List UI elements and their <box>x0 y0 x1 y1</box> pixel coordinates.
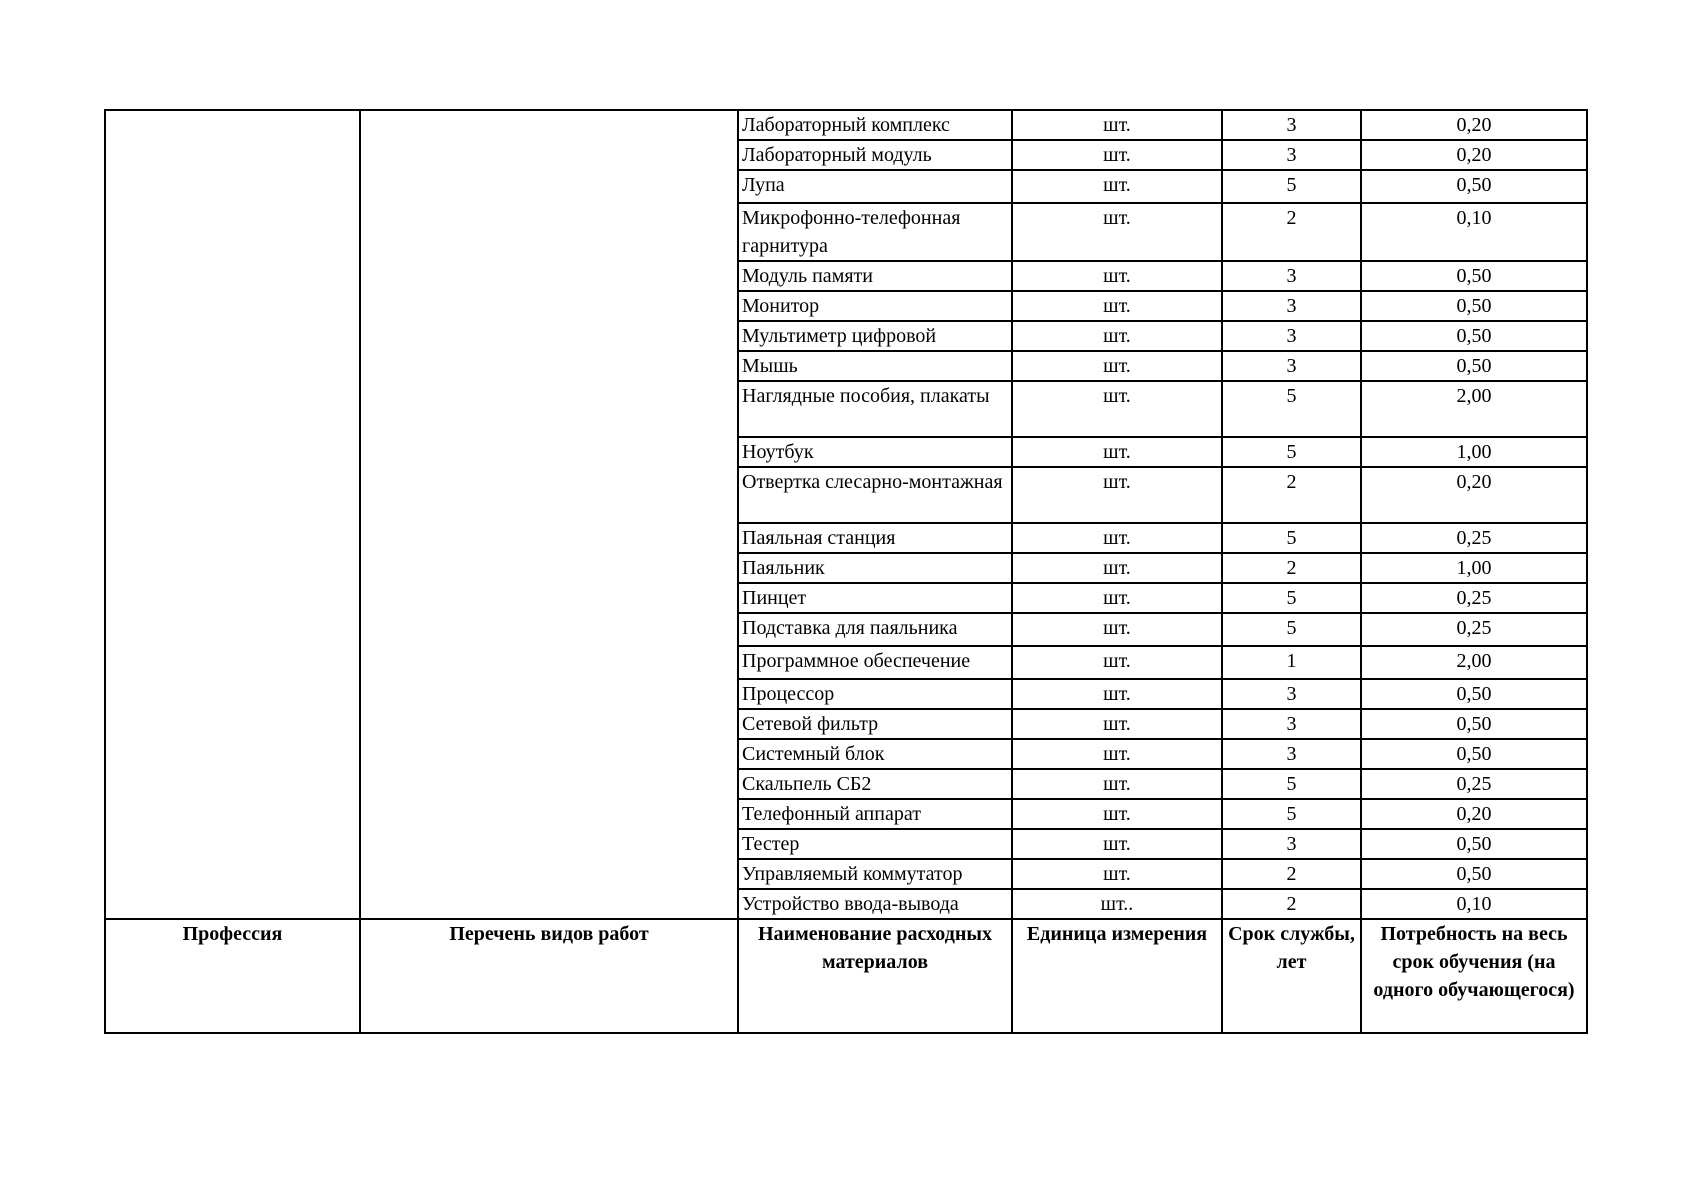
service-life-cell: 2 <box>1222 467 1361 523</box>
service-life-cell: 2 <box>1222 553 1361 583</box>
unit-cell: шт. <box>1012 467 1222 523</box>
need-cell: 0,25 <box>1361 613 1587 646</box>
material-name-cell: Программное обеспечение <box>738 646 1012 679</box>
need-cell: 1,00 <box>1361 437 1587 467</box>
material-name-cell: Управляемый коммутатор <box>738 859 1012 889</box>
need-cell: 0,50 <box>1361 859 1587 889</box>
material-name-cell: Процессор <box>738 679 1012 709</box>
unit-cell: шт. <box>1012 799 1222 829</box>
service-life-cell: 2 <box>1222 889 1361 919</box>
need-cell: 2,00 <box>1361 646 1587 679</box>
need-cell: 0,50 <box>1361 321 1587 351</box>
need-cell: 0,50 <box>1361 261 1587 291</box>
service-life-cell: 3 <box>1222 261 1361 291</box>
unit-cell: шт. <box>1012 170 1222 203</box>
need-cell: 0,50 <box>1361 679 1587 709</box>
need-cell: 0,50 <box>1361 291 1587 321</box>
unit-cell: шт. <box>1012 381 1222 437</box>
service-life-cell: 3 <box>1222 321 1361 351</box>
service-life-cell: 5 <box>1222 583 1361 613</box>
unit-cell: шт. <box>1012 769 1222 799</box>
service-life-cell: 3 <box>1222 140 1361 170</box>
material-name-cell: Паяльная станция <box>738 523 1012 553</box>
material-name-cell: Модуль памяти <box>738 261 1012 291</box>
material-name-cell: Паяльник <box>738 553 1012 583</box>
service-life-cell: 3 <box>1222 351 1361 381</box>
service-life-cell: 3 <box>1222 679 1361 709</box>
table-row <box>105 110 1587 140</box>
unit-cell: шт. <box>1012 739 1222 769</box>
need-cell: 0,20 <box>1361 110 1587 140</box>
service-life-cell: 5 <box>1222 437 1361 467</box>
unit-cell: шт. <box>1012 859 1222 889</box>
need-cell: 0,25 <box>1361 769 1587 799</box>
header-profession: Профессия <box>105 919 360 1033</box>
service-life-cell: 3 <box>1222 739 1361 769</box>
service-life-cell: 3 <box>1222 110 1361 140</box>
header-row <box>105 919 1587 1033</box>
materials-table <box>104 109 1588 1034</box>
service-life-cell: 1 <box>1222 646 1361 679</box>
header-need: Потребность на весь срок обучения (на одного обучающегося) <box>1361 919 1587 1033</box>
unit-cell: шт. <box>1012 261 1222 291</box>
material-name-cell: Лабораторный модуль <box>738 140 1012 170</box>
unit-cell: шт. <box>1012 203 1222 261</box>
service-life-cell: 5 <box>1222 769 1361 799</box>
need-cell: 0,10 <box>1361 203 1587 261</box>
header-service-life: Срок службы, лет <box>1222 919 1361 1033</box>
service-life-cell: 5 <box>1222 613 1361 646</box>
unit-cell: шт. <box>1012 613 1222 646</box>
need-cell: 0,25 <box>1361 583 1587 613</box>
unit-cell: шт. <box>1012 709 1222 739</box>
service-life-cell: 3 <box>1222 829 1361 859</box>
need-cell: 0,10 <box>1361 889 1587 919</box>
unit-cell: шт. <box>1012 679 1222 709</box>
need-cell: 0,20 <box>1361 467 1587 523</box>
material-name-cell: Мышь <box>738 351 1012 381</box>
unit-cell: шт. <box>1012 829 1222 859</box>
work-types-cell <box>360 110 738 919</box>
material-name-cell: Лабораторный комплекс <box>738 110 1012 140</box>
material-name-cell: Телефонный аппарат <box>738 799 1012 829</box>
need-cell: 0,25 <box>1361 523 1587 553</box>
unit-cell: шт. <box>1012 553 1222 583</box>
service-life-cell: 5 <box>1222 381 1361 437</box>
need-cell: 0,20 <box>1361 799 1587 829</box>
material-name-cell: Сетевой фильтр <box>738 709 1012 739</box>
unit-cell: шт.. <box>1012 889 1222 919</box>
material-name-cell: Системный блок <box>738 739 1012 769</box>
material-name-cell: Устройство ввода-вывода <box>738 889 1012 919</box>
unit-cell: шт. <box>1012 437 1222 467</box>
unit-cell: шт. <box>1012 523 1222 553</box>
need-cell: 1,00 <box>1361 553 1587 583</box>
material-name-cell: Ноутбук <box>738 437 1012 467</box>
profession-cell <box>105 110 360 919</box>
unit-cell: шт. <box>1012 351 1222 381</box>
material-name-cell: Монитор <box>738 291 1012 321</box>
material-name-cell: Тестер <box>738 829 1012 859</box>
material-name-cell: Лупа <box>738 170 1012 203</box>
service-life-cell: 2 <box>1222 203 1361 261</box>
unit-cell: шт. <box>1012 110 1222 140</box>
service-life-cell: 5 <box>1222 799 1361 829</box>
header-unit: Единица измерения <box>1012 919 1222 1033</box>
material-name-cell: Отвертка слесарно-монтажная <box>738 467 1012 523</box>
unit-cell: шт. <box>1012 646 1222 679</box>
material-name-cell: Микрофонно-телефонная гарнитура <box>738 203 1012 261</box>
need-cell: 0,50 <box>1361 739 1587 769</box>
service-life-cell: 2 <box>1222 859 1361 889</box>
service-life-cell: 5 <box>1222 523 1361 553</box>
unit-cell: шт. <box>1012 583 1222 613</box>
material-name-cell: Наглядные пособия, плакаты <box>738 381 1012 437</box>
material-name-cell: Подставка для паяльника <box>738 613 1012 646</box>
service-life-cell: 3 <box>1222 709 1361 739</box>
need-cell: 0,50 <box>1361 351 1587 381</box>
table-body <box>105 110 1587 1033</box>
need-cell: 0,50 <box>1361 709 1587 739</box>
unit-cell: шт. <box>1012 321 1222 351</box>
material-name-cell: Мультиметр цифровой <box>738 321 1012 351</box>
unit-cell: шт. <box>1012 291 1222 321</box>
material-name-cell: Пинцет <box>738 583 1012 613</box>
service-life-cell: 5 <box>1222 170 1361 203</box>
need-cell: 0,50 <box>1361 829 1587 859</box>
service-life-cell: 3 <box>1222 291 1361 321</box>
header-material-name: Наименование расходных материалов <box>738 919 1012 1033</box>
material-name-cell: Скальпель СБ2 <box>738 769 1012 799</box>
need-cell: 2,00 <box>1361 381 1587 437</box>
need-cell: 0,50 <box>1361 170 1587 203</box>
unit-cell: шт. <box>1012 140 1222 170</box>
header-work-types: Перечень видов работ <box>360 919 738 1033</box>
need-cell: 0,20 <box>1361 140 1587 170</box>
